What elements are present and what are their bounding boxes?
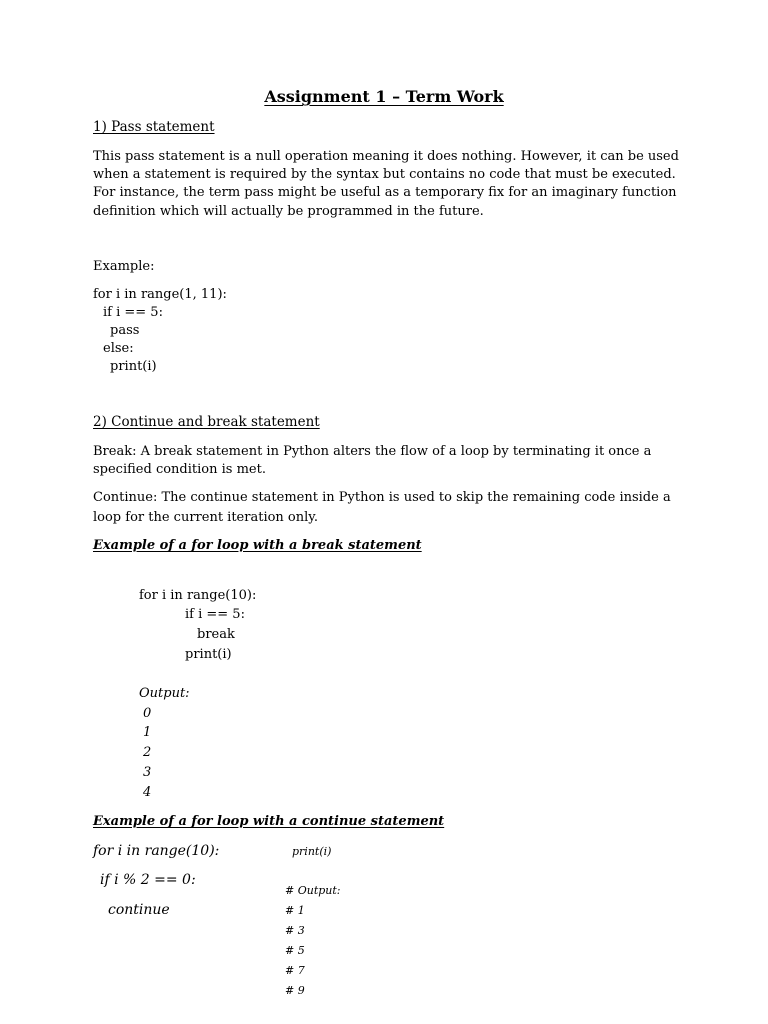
paragraph-line: definition which will actually be programmed in the future. — [93, 204, 484, 219]
break-example-heading: Example of a for loop with a break statement — [93, 538, 422, 553]
output-value: 2 — [143, 745, 152, 760]
break-definition-line: Break: A break statement in Python alters the flow of a loop by terminating it once a — [93, 444, 652, 459]
paragraph-line: For instance, the term pass might be useful as a temporary fix for an imaginary function — [93, 185, 677, 200]
paragraph-line: when a statement is required by the syntax but contains no code that must be executed. — [93, 167, 676, 182]
code-line: for i in range(10): — [93, 843, 220, 859]
continue-example-heading: Example of a for loop with a continue statement — [93, 814, 445, 829]
code-line: if i == 5: — [185, 607, 245, 622]
section-heading-pass: 1) Pass statement — [93, 119, 215, 135]
print-line: print(i) — [292, 845, 332, 858]
output-value: 4 — [143, 785, 152, 800]
code-line: print(i) — [110, 359, 157, 374]
example-label: Example: — [93, 259, 155, 274]
output-label: Output: — [139, 686, 190, 701]
code-line: pass — [110, 323, 140, 338]
code-line: print(i) — [185, 647, 232, 662]
continue-definition-line: Continue: The continue statement in Python is used to skip the remaining code inside a — [93, 490, 671, 505]
code-line: for i in range(10): — [139, 588, 257, 603]
output-value: 3 — [143, 765, 152, 780]
code-line: break — [197, 627, 235, 642]
continue-definition-line: loop for the current iteration only. — [93, 510, 319, 525]
output-value: 0 — [143, 706, 152, 721]
code-line: for i in range(1, 11): — [93, 287, 227, 302]
break-definition-line: specified condition is met. — [93, 462, 266, 477]
output-value: # 3 — [285, 924, 305, 937]
code-line: continue — [108, 902, 170, 918]
output-value: # 1 — [285, 904, 305, 917]
page-title: Assignment 1 – Term Work — [264, 87, 504, 106]
output-label: # Output: — [285, 884, 341, 897]
section-heading-continue-break: 2) Continue and break statement — [93, 414, 320, 430]
output-value: # 5 — [285, 944, 305, 957]
output-value: # 7 — [285, 964, 305, 977]
code-line: else: — [103, 341, 134, 356]
code-line: if i % 2 == 0: — [100, 872, 196, 888]
output-value: 1 — [143, 725, 152, 740]
output-value: # 9 — [285, 984, 305, 997]
code-line: if i == 5: — [103, 305, 163, 320]
paragraph-line: This pass statement is a null operation meaning it does nothing. However, it can be used — [93, 149, 679, 164]
